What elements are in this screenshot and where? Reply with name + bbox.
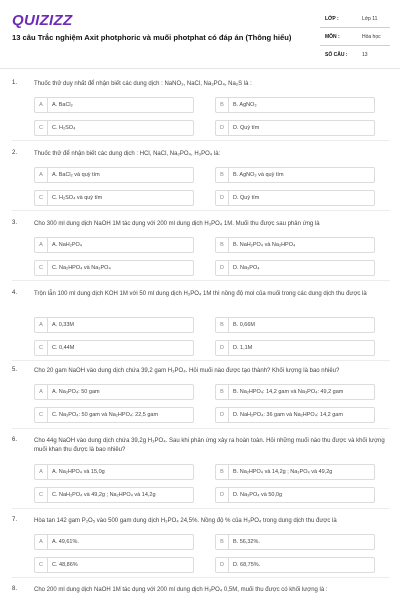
option-text: A. BaCl₂ và quỳ tím: [52, 172, 100, 178]
option-c[interactable]: [34, 407, 194, 423]
option-letter: A: [35, 318, 48, 332]
divider: [12, 577, 390, 578]
option-text: A. BaCl₂: [52, 102, 73, 108]
meta-label: MÔN :: [325, 34, 340, 40]
option-text: B. Na₂HPO₄: 14,2 gam và Na₃PO₄: 49,2 gam: [233, 389, 344, 395]
option-b[interactable]: [215, 97, 375, 113]
option-c[interactable]: [34, 120, 194, 136]
option-letter: B: [216, 465, 229, 479]
question-number: 5.: [12, 367, 18, 373]
option-text: D. Na₃PO₄: [233, 265, 260, 271]
option-d[interactable]: [215, 487, 375, 503]
option-d[interactable]: [215, 190, 375, 206]
option-letter: D: [216, 408, 229, 422]
option-letter: A: [35, 465, 48, 479]
option-text: C. Na₂HPO₄ và Na₃PO₄: [52, 265, 111, 271]
option-text: A. 0,33M: [52, 322, 75, 328]
option-letter: B: [216, 168, 229, 182]
option-a[interactable]: [34, 464, 194, 480]
option-letter: D: [216, 261, 229, 275]
option-letter: A: [35, 98, 48, 112]
option-text: C. H₂SO₄ và quỳ tím: [52, 195, 103, 201]
option-letter: C: [35, 191, 48, 205]
option-a[interactable]: [34, 384, 194, 400]
question-text: Cho 300 ml dung dịch NaOH 1M tác dụng với 200 ml dung dịch H₃PO₄ 1M. Muối thu được sau phản ứng là: [34, 221, 320, 227]
option-text: C. 48,86%: [52, 562, 78, 568]
option-b[interactable]: [215, 534, 375, 550]
option-letter: B: [216, 98, 229, 112]
option-a[interactable]: [34, 237, 194, 253]
option-text: D. Na₃PO₄ và 50,0g: [233, 492, 283, 498]
option-letter: A: [35, 385, 48, 399]
question-text: Thuốc thử để nhận biết các dung dịch : HCl, NaCl, Na₃PO₄, H₃PO₄ là:: [34, 151, 221, 157]
question-number: 8.: [12, 586, 18, 592]
question-number: 6.: [12, 437, 18, 443]
option-text: C. Na₃PO₄: 50 gam và Na₂HPO₄: 22,5 gam: [52, 412, 159, 418]
option-text: C. 0,44M: [52, 345, 75, 351]
question-number: 2.: [12, 150, 18, 156]
option-letter: C: [35, 408, 48, 422]
option-text: B. AgNO₃ và quỳ tím: [233, 172, 284, 178]
meta-box: [320, 10, 390, 62]
option-letter: B: [216, 318, 229, 332]
question-text: Cho 44g NaOH vào dung dịch chứa 39,2g H₃PO₄. Sau khi phản ứng xảy ra hoàn toàn. Hỏi những muối nào thu được và khối lượng muối khan thu được là bao nhiêu?: [34, 438, 385, 453]
option-c[interactable]: [34, 487, 194, 503]
option-c[interactable]: [34, 190, 194, 206]
option-text: A. 49,61%.: [52, 539, 79, 545]
option-letter: D: [216, 341, 229, 355]
option-letter: C: [35, 341, 48, 355]
option-text: B. NaH₂PO₄ và Na₂HPO₄: [233, 242, 296, 248]
question-number: 1.: [12, 80, 18, 86]
document-title: 13 câu Trắc nghiệm Axit photphoric và muối photphat có đáp án (Thông hiểu): [12, 33, 292, 42]
option-letter: B: [216, 385, 229, 399]
option-text: D. 1,1M: [233, 345, 253, 351]
divider: [12, 140, 390, 141]
option-letter: C: [35, 121, 48, 135]
option-text: B. 0,66M: [233, 322, 256, 328]
option-d[interactable]: [215, 120, 375, 136]
question-number: 4.: [12, 290, 18, 296]
option-letter: D: [216, 488, 229, 502]
option-a[interactable]: [34, 167, 194, 183]
option-d[interactable]: [215, 557, 375, 573]
option-text: A. Na₃PO₄: 50 gam: [52, 389, 100, 395]
question-text: Thuốc thử duy nhất để nhận biết các dung dịch : NaNO₃, NaCl, Na₃PO₄, Na₂S là :: [34, 81, 252, 87]
option-letter: D: [216, 121, 229, 135]
option-text: C. NaH₂PO₄ và 49,2g ; Na₂HPO₄ và 14,2g: [52, 492, 156, 498]
question-number: 3.: [12, 220, 18, 226]
option-d[interactable]: [215, 340, 375, 356]
option-text: D. NaH₂PO₄: 36 gam và Na₂HPO₄: 14,2 gam: [233, 412, 343, 418]
meta-value: 13: [362, 52, 368, 58]
option-letter: C: [35, 261, 48, 275]
option-text: D. Quỳ tím: [233, 125, 260, 131]
option-b[interactable]: [215, 384, 375, 400]
option-c[interactable]: [34, 260, 194, 276]
option-a[interactable]: [34, 97, 194, 113]
option-b[interactable]: [215, 464, 375, 480]
option-b[interactable]: [215, 237, 375, 253]
option-letter: C: [35, 558, 48, 572]
meta-value: Lớp 11: [362, 16, 378, 22]
option-d[interactable]: [215, 407, 375, 423]
option-a[interactable]: [34, 534, 194, 550]
divider: [12, 508, 390, 509]
option-letter: A: [35, 535, 48, 549]
option-text: B. Na₂HPO₄ và 14,2g ; Na₃PO₄ và 49,2g: [233, 469, 333, 475]
option-letter: D: [216, 558, 229, 572]
question-text: Trộn lẫn 100 ml dung dịch KOH 1M với 50 ml dung dịch H₃PO₄ 1M thì nồng độ mol của muối trong các dung dịch thu được là: [34, 291, 367, 297]
option-text: C. H₂SO₄: [52, 125, 76, 131]
option-b[interactable]: [215, 317, 375, 333]
meta-row-subject: [320, 28, 390, 46]
meta-value: Hóa học: [362, 34, 381, 40]
meta-row-class: [320, 10, 390, 28]
option-letter: C: [35, 488, 48, 502]
option-text: B. 56,32%.: [233, 539, 260, 545]
option-text: A. NaH₂PO₄: [52, 242, 83, 248]
meta-label: LỚP :: [325, 16, 339, 22]
option-letter: D: [216, 191, 229, 205]
option-letter: B: [216, 238, 229, 252]
option-text: D. 68,75%.: [233, 562, 261, 568]
divider: [12, 280, 390, 281]
meta-label: SỐ CÂU :: [325, 52, 348, 58]
option-letter: A: [35, 238, 48, 252]
option-c[interactable]: [34, 340, 194, 356]
question-text: Cho 20 gam NaOH vào dung dịch chứa 39,2 gam H₃PO₄. Hỏi muối nào được tạo thành? Khối lượng là bao nhiêu?: [34, 368, 340, 374]
option-text: D. Quỳ tím: [233, 195, 260, 201]
option-text: B. AgNO₃: [233, 102, 257, 108]
option-a[interactable]: [34, 317, 194, 333]
question-text: Hòa tan 142 gam P₂O₅ vào 500 gam dung dịch H₃PO₄ 24,5%. Nồng độ % của H₃PO₄ trong dung dịch thu được là: [34, 518, 337, 524]
page-header: [0, 0, 400, 69]
option-text: A. Na₂HPO₄ và 15,0g: [52, 469, 105, 475]
quizizz-logo: QUIZIZZ: [12, 12, 73, 29]
option-b[interactable]: [215, 167, 375, 183]
divider: [12, 360, 390, 361]
meta-row-count: [320, 46, 390, 63]
option-d[interactable]: [215, 260, 375, 276]
question-number: 7.: [12, 517, 18, 523]
divider: [12, 428, 390, 429]
option-c[interactable]: [34, 557, 194, 573]
divider: [12, 210, 390, 211]
option-letter: B: [216, 535, 229, 549]
question-text: Cho 200 ml dung dịch NaOH 1M tác dụng với 200 ml dung dịch H₃PO₄ 0,5M, muối thu được có khối lượng là :: [34, 587, 328, 593]
option-letter: A: [35, 168, 48, 182]
